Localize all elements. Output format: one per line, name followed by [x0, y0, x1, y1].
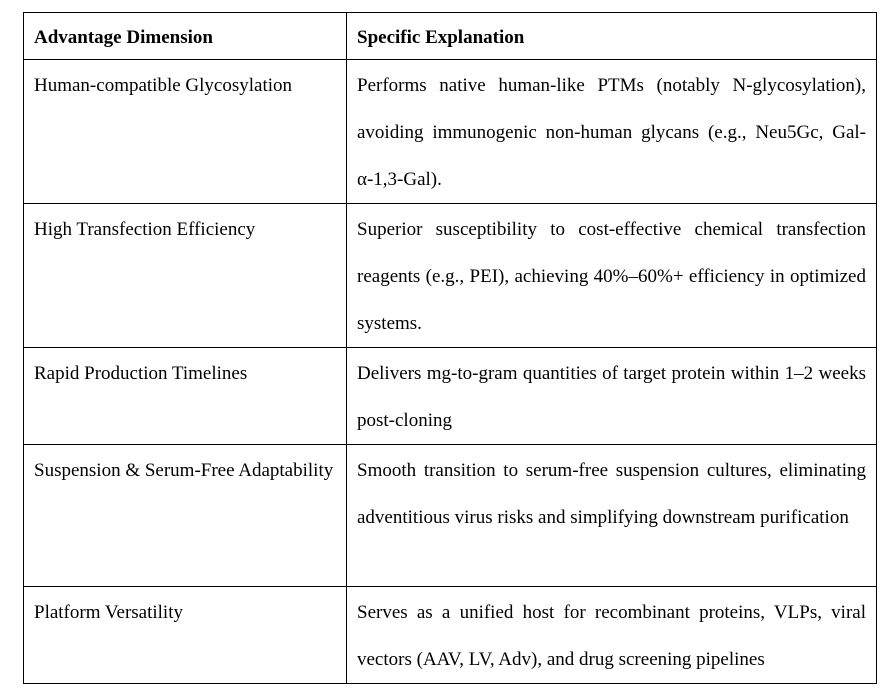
- dimension-text: High Transfection Efficiency: [34, 219, 256, 240]
- table-row: [24, 587, 877, 684]
- explanation-text: Serves as a unified host for recombinant proteins, VLPs, viral vectors (AAV, LV, Adv), and drug screening pipelines: [357, 602, 866, 670]
- table-row: [24, 445, 877, 587]
- column-header-explanation: Specific Explanation: [347, 13, 877, 60]
- explanation-cell: [347, 587, 877, 684]
- table-header-row: [24, 13, 877, 60]
- dimension-cell: [24, 204, 347, 348]
- dimension-text: Rapid Production Timelines: [34, 363, 248, 384]
- explanation-text: Superior susceptibility to cost-effective chemical transfection reagents (e.g., PEI), achieving 40%–60%+ efficiency in optimized systems.: [357, 219, 866, 334]
- advantages-table: [23, 12, 877, 684]
- explanation-text: Delivers mg-to-gram quantities of target protein within 1–2 weeks post-cloning: [357, 363, 866, 431]
- dimension-text: Suspension & Serum-Free Adaptability: [34, 460, 334, 481]
- dimension-cell: [24, 348, 347, 445]
- table-row: [24, 60, 877, 204]
- column-header-dimension: Advantage Dimension: [24, 13, 347, 60]
- explanation-text: Performs native human-like PTMs (notably N-glycosylation), avoiding immunogenic non-human glycans (e.g., Neu5Gc, Gal-α-1,3-Gal).: [357, 75, 866, 190]
- explanation-cell: [347, 60, 877, 204]
- table-row: [24, 204, 877, 348]
- explanation-text: Smooth transition to serum-free suspension cultures, eliminating adventitious virus risks and simplifying downstream purification: [357, 460, 866, 528]
- explanation-cell: [347, 204, 877, 348]
- dimension-text: Human-compatible Glycosylation: [34, 75, 293, 96]
- table-row: [24, 348, 877, 445]
- explanation-cell: [347, 348, 877, 445]
- dimension-cell: [24, 445, 347, 587]
- dimension-cell: [24, 60, 347, 204]
- dimension-text: Platform Versatility: [34, 602, 183, 623]
- dimension-cell: [24, 587, 347, 684]
- explanation-cell: [347, 445, 877, 587]
